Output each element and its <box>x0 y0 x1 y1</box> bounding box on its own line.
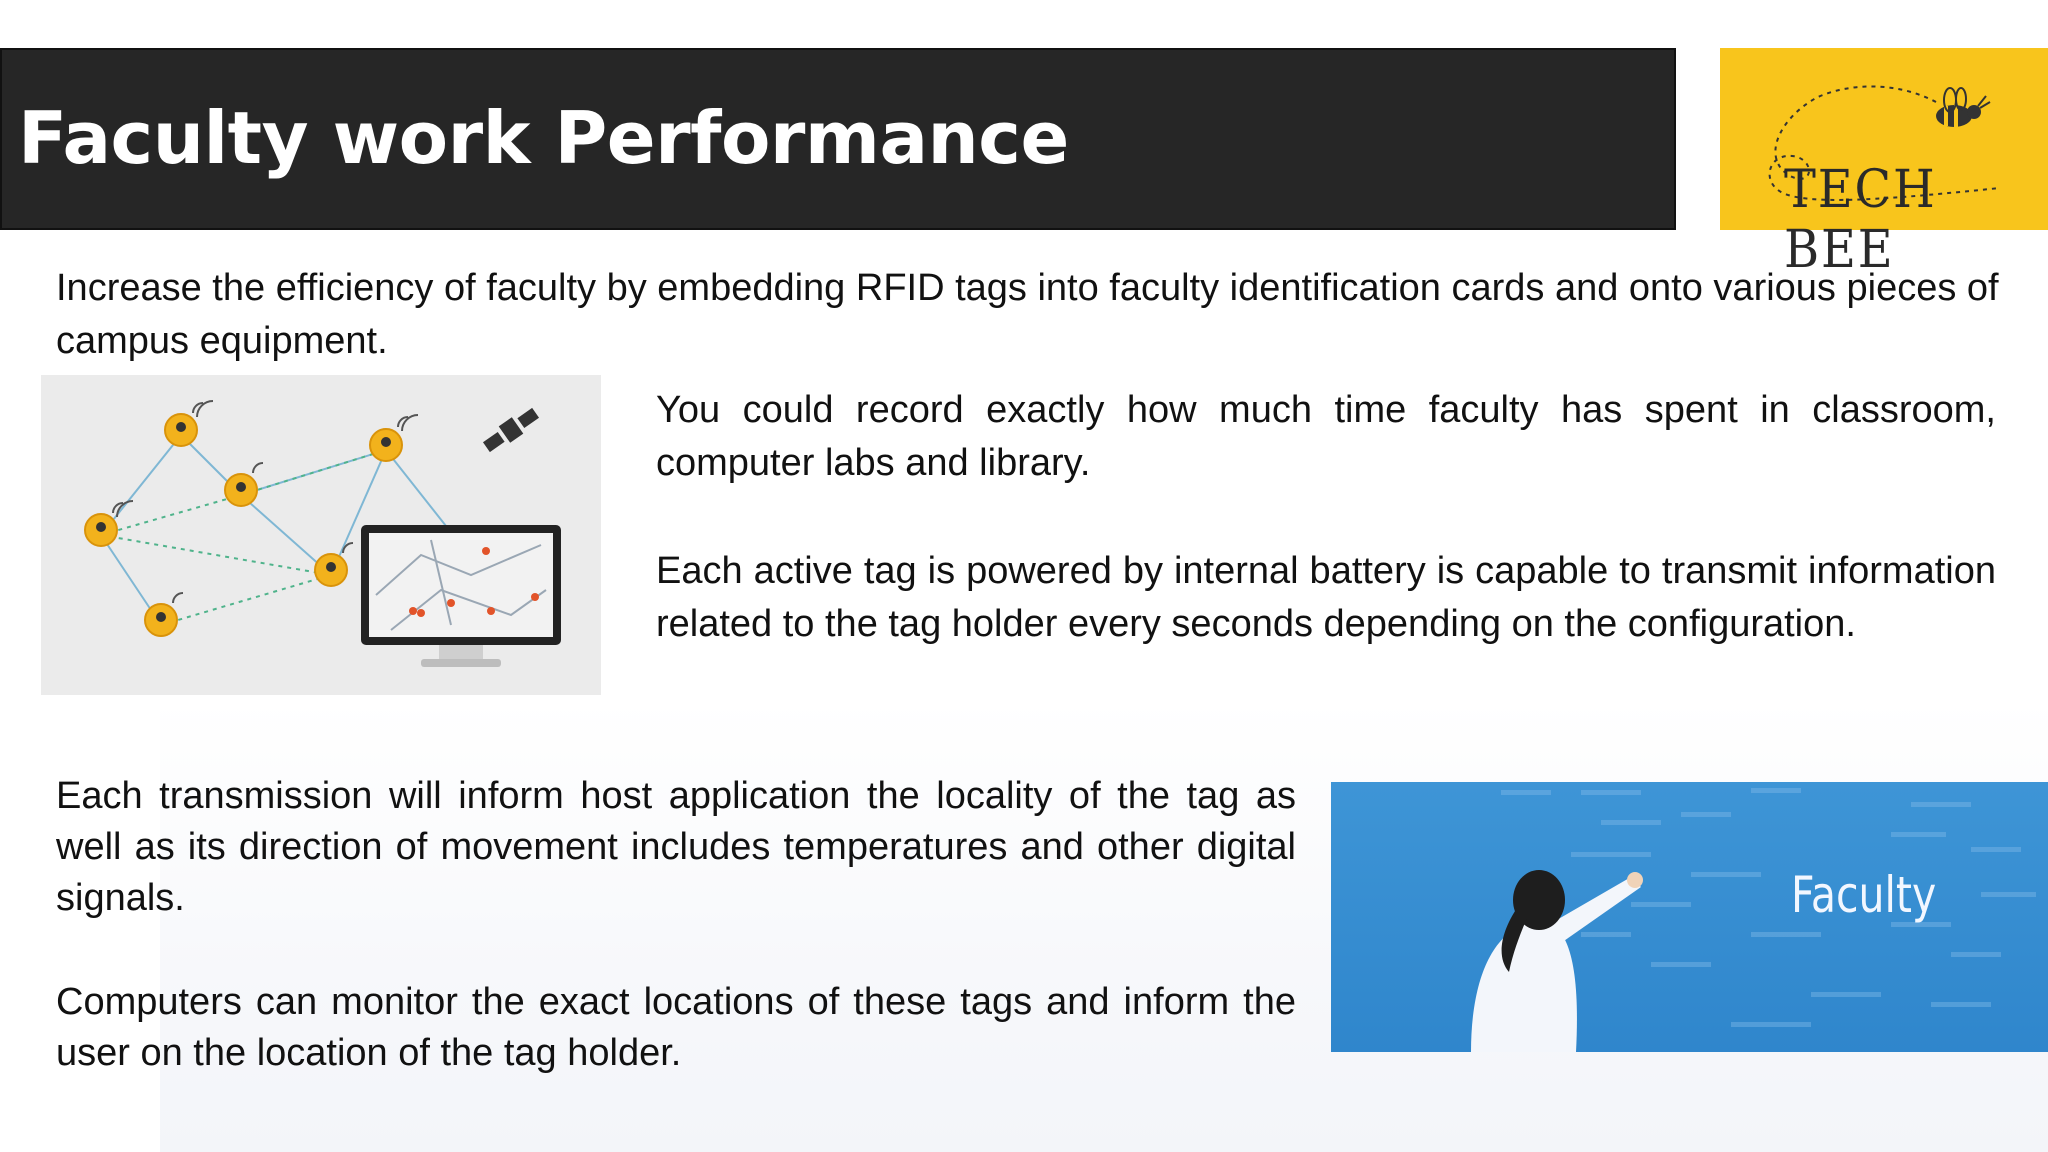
slide-title: Faculty work Performance <box>18 96 1069 180</box>
computers-paragraph: Computers can monitor the exact locations of these tags and inform the user on the location of the tag holder. <box>56 981 1296 1074</box>
record-time-paragraph: You could record exactly how much time faculty has spent in classroom, computer labs and library. <box>656 389 1996 484</box>
faculty-image-label: Faculty <box>1791 866 1937 924</box>
location-pin-icons <box>85 414 402 636</box>
logo-text: TECH BEE <box>1784 160 1937 280</box>
title-bar <box>0 48 1676 230</box>
teacher-at-board-illustration <box>1331 782 2048 1052</box>
active-tag-paragraph: Each active tag is powered by internal battery is capable to transmit information related to the tag holder every seconds depending on the configuration. <box>656 550 1996 645</box>
monitor-icon <box>361 525 561 667</box>
teacher-figure <box>1471 870 1643 1052</box>
rfid-network-image <box>41 375 601 695</box>
pin-person-glyphs <box>96 422 391 622</box>
satellite-icon <box>481 405 542 456</box>
transmission-paragraph: Each transmission will inform host application the locality of the tag as well as its direction of movement includes temperatures and other digital signals. <box>56 775 1296 919</box>
tech-bee-logo <box>1720 48 2048 280</box>
intro-paragraph: Increase the efficiency of faculty by embedding RFID tags into faculty identification cards and onto various pieces of campus equipment. <box>56 267 1999 362</box>
faculty-board-image <box>1331 782 2048 1052</box>
bee-icon <box>1936 88 1990 127</box>
